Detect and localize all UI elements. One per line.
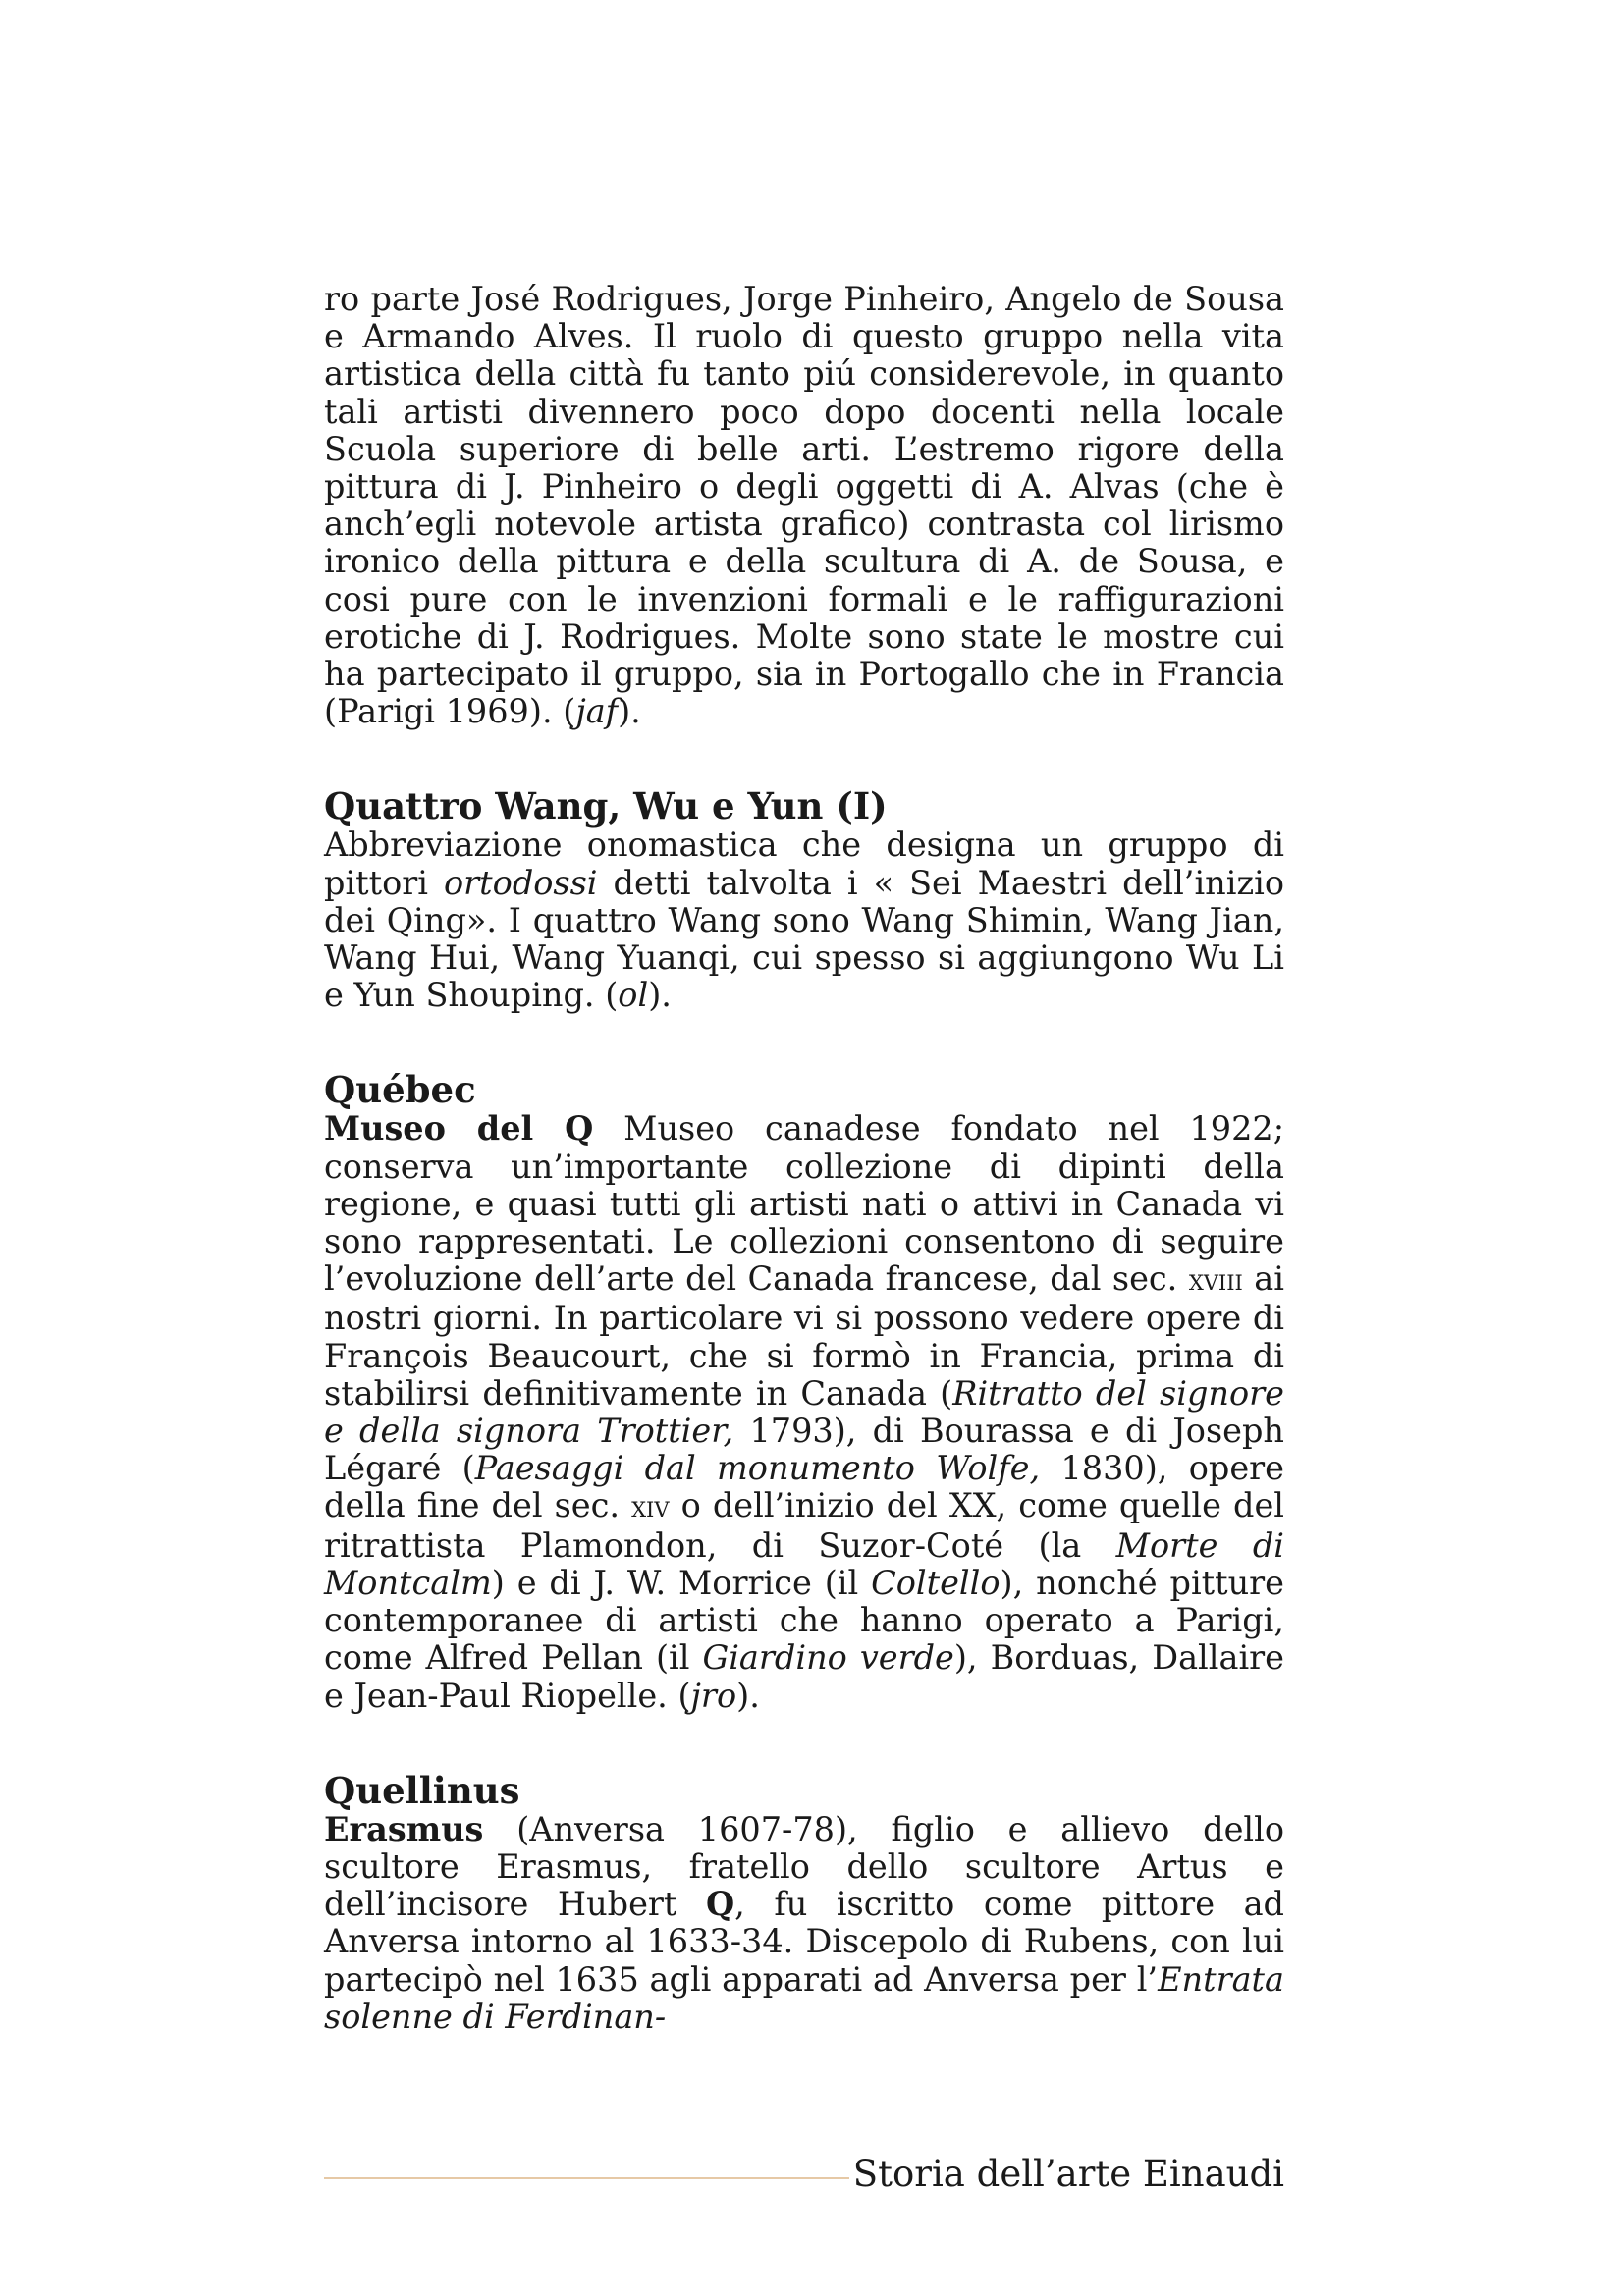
text-run: ai nostri giorni. In particolare vi si possono vedere opere di François Beaucourt, che si formò in Francia, prima di stabilirsi definitivamente in Canada (: [324, 1259, 1284, 1413]
text-run: , fu iscritto come pittore ad Anversa intorno al 1633-34. Discepolo di Rubens, con lui partecipò nel 1635 agli apparati ad Anversa per l’: [324, 1885, 1284, 1999]
text-run: ) e di J. W. Morrice (il: [491, 1563, 872, 1602]
author-initials: jaf: [575, 692, 619, 731]
entry-text: [324, 1110, 1284, 1714]
text-run: Museo canadese fondato nel 1922; conserva un’importante collezione di dipinti della regione, e quasi tutti gli artisti nati o attivi in Canada vi sono rappresentati. Le collezioni consentono di seguire l’evoluzione dell’arte del Canada francese, dal sec.: [324, 1109, 1284, 1299]
text-run: ), Borduas, Dallaire e Jean-Paul Riopelle. (: [324, 1638, 1284, 1715]
italic-run: Coltello: [871, 1563, 1001, 1602]
footer-rule: [324, 2177, 849, 2179]
intro-paragraph: [324, 281, 1284, 730]
entry-heading: Quattro Wang, Wu e Yun (I): [324, 784, 888, 828]
text-run: (Anversa 1607-78), figlio e allievo dello scultore Erasmus, fratello dello scultore Artus e dell’incisore Hubert: [324, 1809, 1284, 1924]
intro-end: ).: [618, 692, 641, 731]
bold-run: Q: [705, 1885, 735, 1924]
text-run: 1830), opere della fine del sec.: [324, 1449, 1284, 1525]
entry-quellinus: [324, 1770, 1284, 2036]
italic-run: Morte di Montcalm: [324, 1525, 1284, 1602]
italic-run: Paesaggi dal monumento Wolfe,: [474, 1449, 1041, 1488]
page-body: [324, 281, 1284, 2036]
footer-title: Storia dell’arte Einaudi: [852, 2153, 1284, 2195]
intro-text: ro parte José Rodrigues, Jorge Pinheiro, Angelo de Sousa e Armando Alves. Il ruolo di questo gruppo nella vita artistica della città fu tanto piú considerevole, in quanto tali artisti divennero poco dopo docenti nella locale Scuola superiore di belle arti. L’estremo rigore della pittura di J. Pinheiro o degli oggetti di A. Alvas (che è anch’egli notevole artista grafico) contrasta col lirismo ironico della pittura e della scultura di A. de Sousa, e cosi pure con le invenzioni formali e le raffigurazioni erotiche di J. Rodrigues. Molte sono state le mostre cui ha partecipato il gruppo, sia in Portogallo che in Francia (Parigi 1969). (: [324, 280, 1284, 731]
text-run: detti talvolta i « Sei Maestri dell’inizio dei Qing». I quattro Wang sono Wang Shimin, Wang Jian, Wang Hui, Wang Yuanqi, cui spesso si aggiungono Wu Li e Yun Shouping. (: [324, 863, 1284, 1015]
entry-quebec: [324, 1069, 1284, 1714]
entry-quattro-wang: [324, 785, 1284, 1014]
text-run: ).: [736, 1676, 760, 1715]
text-run: ).: [648, 976, 672, 1015]
entry-heading: Quellinus: [324, 1768, 520, 1812]
text-run: Abbreviazione onomastica che designa un gruppo di pittori: [324, 826, 1284, 902]
italic-run: Entrata solenne di Ferdinan-: [324, 1959, 1284, 2036]
lead-term: Erasmus: [324, 1809, 484, 1848]
text-run: o dell’inizio del XX, come quelle del ritrattista Plamondon, di Suzor-Coté (la: [324, 1486, 1285, 1565]
italic-run: ortodossi: [444, 863, 598, 902]
text-run: 1793), di Bourassa e di Joseph Légaré (: [324, 1412, 1284, 1488]
italic-run: Ritratto del signore e della signora Trottier,: [324, 1373, 1284, 1451]
entry-text: [324, 1811, 1284, 2036]
author-initials: ol: [618, 976, 649, 1015]
entry-heading: Québec: [324, 1068, 476, 1112]
entry-text: [324, 827, 1284, 1014]
text-run: ), nonché pitture contemporanee di artisti che hanno operato a Parigi, come Alfred Pellan (il: [324, 1563, 1284, 1678]
century-numeral: xiv: [631, 1490, 670, 1525]
lead-term: Museo del Q: [324, 1109, 594, 1148]
century-numeral: xviii: [1188, 1263, 1243, 1299]
page-footer: [324, 2152, 1284, 2199]
italic-run: Giardino verde: [702, 1638, 954, 1678]
author-initials: jro: [690, 1676, 737, 1715]
